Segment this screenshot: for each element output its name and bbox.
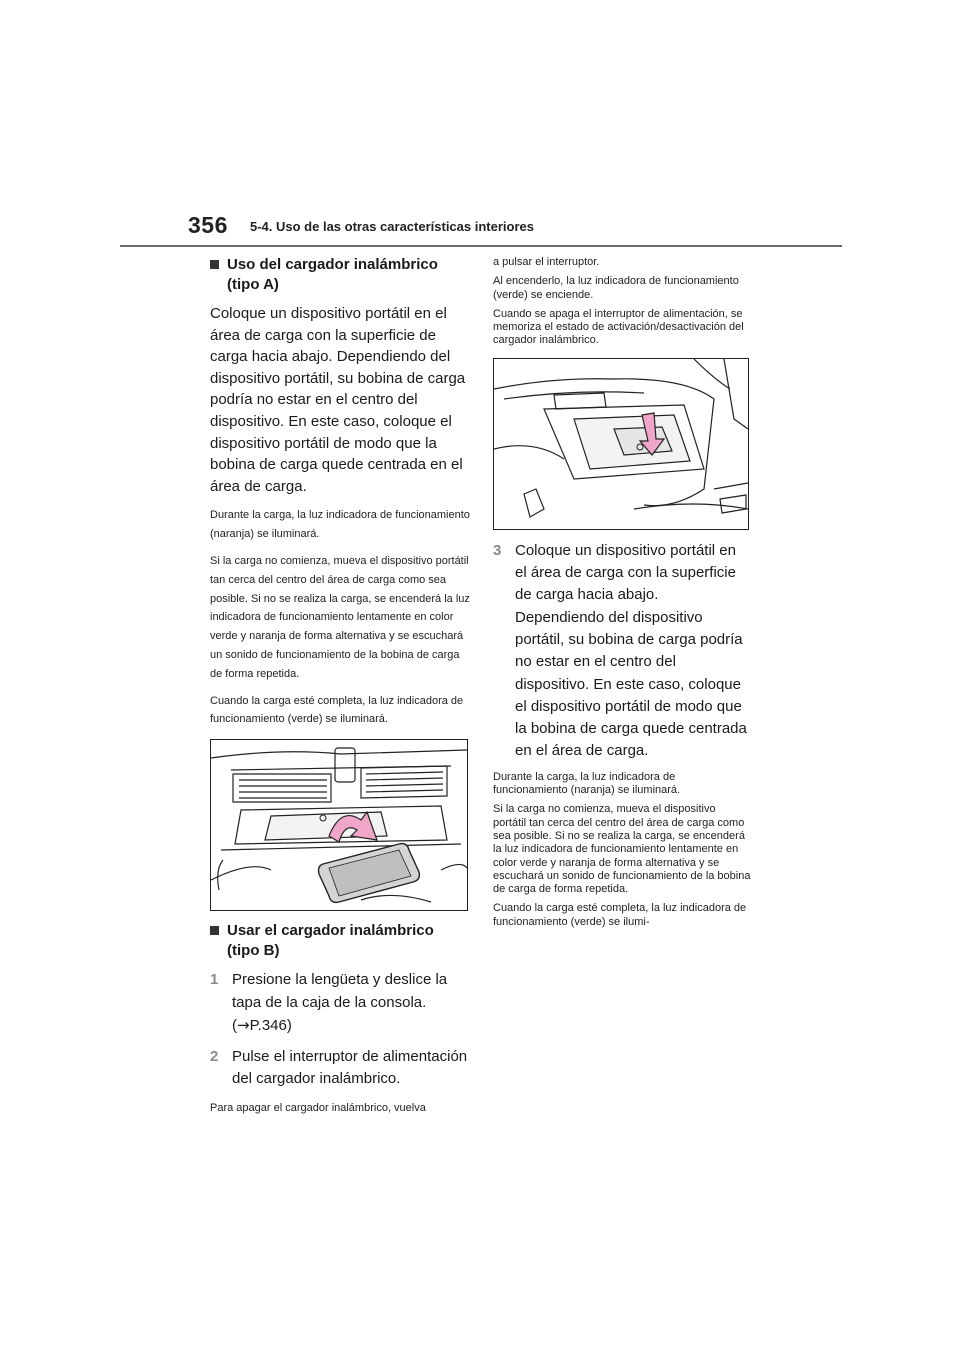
square-bullet-icon	[210, 926, 219, 935]
square-bullet-icon	[210, 260, 219, 269]
heading-type-a-text: Uso del cargador inalámbrico (tipo A)	[227, 256, 438, 293]
note-turn-off: Para apagar el cargador inalámbrico, vuelva	[210, 1101, 426, 1114]
illustration-type-a	[210, 739, 468, 911]
note-press-again: a pulsar el interruptor.	[493, 256, 600, 268]
page-number: 356	[188, 212, 228, 238]
heading-type-b	[210, 921, 470, 961]
right-column	[493, 250, 751, 935]
step-3	[493, 540, 751, 763]
step-text: Coloque un dispositivo portátil en el área de carga con la superficie de carga hacia abajo. Dependiendo del dispositivo portátil, su bobina de carga podría no estar en el centro del dispositivo. En este caso, coloque el dispositivo portátil de modo que la bobina de carga quede centrada en el área de carga.	[515, 541, 747, 760]
heading-type-a	[210, 255, 470, 295]
page-reference-link[interactable]: P.346	[249, 1017, 287, 1035]
charger-type-b-drawing	[494, 359, 748, 529]
illustration-type-b	[493, 358, 749, 530]
charger-type-a-drawing	[211, 740, 467, 910]
header-rule	[120, 245, 842, 247]
note-charging-orange: Durante la carga, la luz indicadora de funcionamiento (naranja) se iluminará.	[493, 770, 681, 797]
step-1	[210, 969, 470, 1038]
phone-icon	[319, 844, 420, 903]
section-title: 5-4. Uso de las otras características interiores	[250, 219, 534, 234]
heading-type-b-text: Usar el cargador inalámbrico (tipo B)	[227, 922, 434, 960]
step-text: Pulse el interruptor de alimentación del cargador inalámbrico.	[232, 1047, 468, 1088]
note-charging-complete: Cuando la carga esté completa, la luz indicadora de funcionamiento (verde) se iluminará.	[210, 694, 464, 726]
step-number: 1	[210, 971, 219, 989]
note-charging-fails: Si la carga no comienza, mueva el dispositivo portátil tan cerca del centro del área de carga como sea posible. Si no se realiza la carga, se encenderá la luz indicadora de funcionamiento lentamente en color verde y naranja de forma alternativa y se escuchará un sonido de funcionamiento de la bobina de carga de forma repetida.	[493, 803, 751, 896]
note-charging-orange: Durante la carga, la luz indicadora de funcionamiento (naranja) se iluminará.	[210, 509, 470, 541]
step-number: 3	[493, 541, 502, 559]
step-number: 2	[210, 1047, 219, 1065]
left-column	[210, 250, 470, 1125]
step-text: Presione la lengüeta y deslice la tapa de la caja de la consola. (→P.346)	[232, 971, 448, 1035]
note-charging-complete: Cuando la carga esté completa, la luz indicadora de funcionamiento (verde) se ilumi-	[493, 902, 747, 928]
reference-arrow-icon: →	[237, 1016, 250, 1035]
note-charging-fails: Si la carga no comienza, mueva el dispositivo portátil tan cerca del centro del área de carga como sea posible. Si no se realiza la carga, se encenderá la luz indicadora de funcionamiento lentamente en color verde y naranja de forma alternativa y se escuchará un sonido de funcionamiento de la bobina de carga de forma repetida.	[210, 554, 470, 680]
note-memory-state: Cuando se apaga el interruptor de alimentación, se memoriza el estado de activación/desactivación del cargador inalámbrico.	[493, 307, 744, 347]
paragraph-type-a: Coloque un dispositivo portátil en el área de carga con la superficie de carga hacia abajo. Dependiendo del dispositivo portátil, su bobina de carga podría no estar en el centro del dispositivo. En este caso, coloque el dispositivo portátil de modo que la bobina de carga quede centrada en el área de carga.	[210, 305, 466, 495]
step-2	[210, 1046, 470, 1091]
note-green-light: Al encenderlo, la luz indicadora de funcionamiento (verde) se enciende.	[493, 275, 739, 301]
